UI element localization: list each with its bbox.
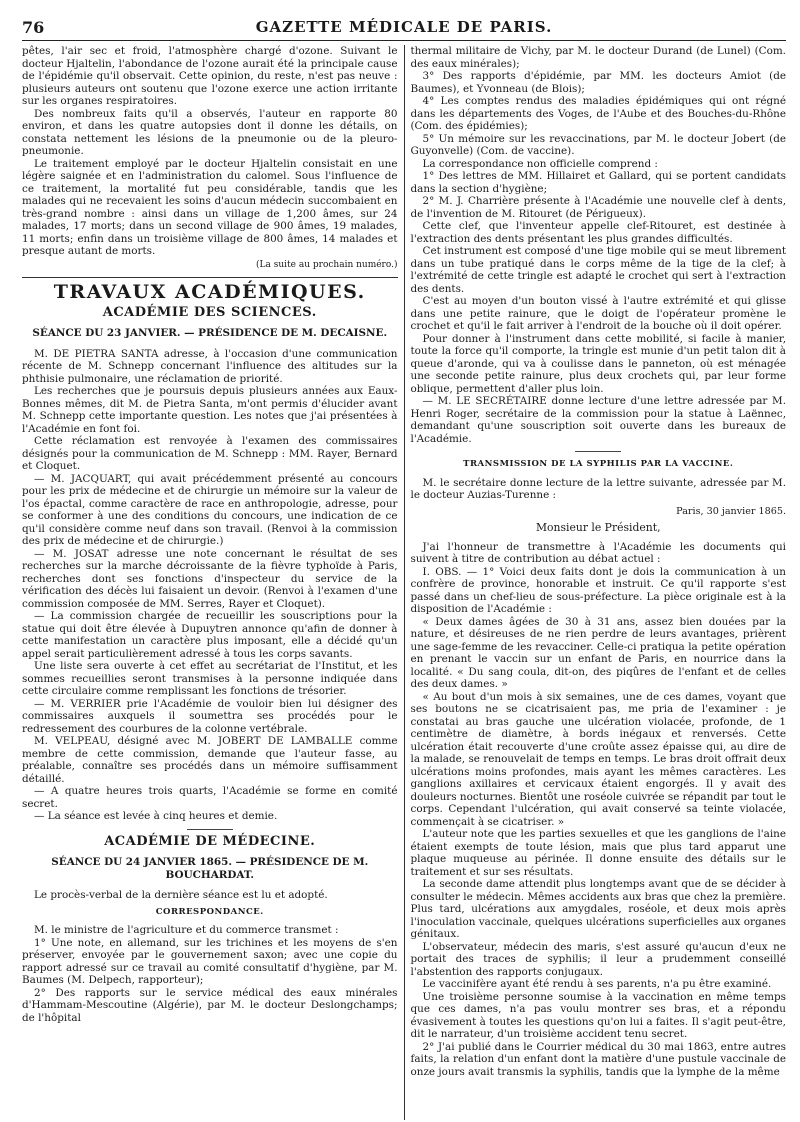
paragraph: M. le ministre de l'agriculture et du commerce transmet :: [34, 924, 339, 936]
columns: [22, 45, 786, 1120]
paragraph: Cet instrument est composé d'une tige mobile qui se meut librement dans un tube pratiqué dans le corps même de la tige de la clef; à l'extrémité de cette tringle est adapté le crochet qui sert à l'extraction des dents.: [410, 245, 786, 295]
paragraph: C'est au moyen d'un bouton vissé à l'autre extrémité et qui glisse dans une petite rainure, que le doigt de l'opérateur promène le crochet et qu'il le fait arriver à l'endroit de la bouche où il doit opérer.: [410, 295, 786, 332]
paragraph: — A quatre heures trois quarts, l'Académie se forme en comité secret.: [22, 785, 398, 810]
paragraph: 2° J'ai publié dans le Courrier médical du 30 mai 1863, entre autres faits, la relation d'un enfant dont la matière d'une pustule vaccinale de onze jours avait transmis la syphilis, tandis que la lymphe de la même: [410, 1040, 786, 1078]
paragraph: Des nombreux faits qu'il a observés, l'auteur en rapporte 80 environ, et dans les quatre autopsies dont il donne les détails, on constata nettement les lésions de la pneumonie ou de la pleuro-pneumonie.: [22, 107, 398, 157]
subsection-heading: CORRESPONDANCE.: [155, 906, 264, 917]
paragraph: 4° Les comptes rendus des maladies épidémiques qui ont régné dans les départements des Voges, de l'Aube et des Bouches-du-Rhône (Com. des épidémies);: [410, 95, 786, 132]
salutation: Monsieur le Président,: [535, 521, 661, 534]
paragraph: pêtes, l'air sec et froid, l'atmosphère chargé d'ozone. Suivant le docteur Hjaltelin, l'abondance de l'ozone aurait été la principale cause de l'épidémie qu'il observait. Cette opinion, du reste, n'est pas neuve : plusieurs auteurs ont soutenu que l'ozone exerce une action irritante sur les organes respiratoires.: [22, 45, 398, 107]
paragraph: Les recherches que je poursuis depuis plusieurs années aux Eaux-Bonnes mêmes, dit M. de Pietra Santa, m'ont permis d'élucider avant M. Schnepp cette importante question. Les notes que j'ai présentées à l'Académie en font foi.: [22, 385, 398, 435]
short-divider: [575, 451, 621, 452]
paragraph: 2° Des rapports sur le service médical des eaux minérales d'Hammam-Mescoutine (Algérie), par M. le docteur Deslongchamps; de l'hôpital: [22, 986, 398, 1024]
paragraph: 2° M. J. Charrière présente à l'Académie une nouvelle clef à dents, de l'invention de M. Ritouret (de Périgueux).: [410, 195, 786, 220]
continued-note: (La suite au prochain numéro.): [256, 259, 398, 270]
paragraph: Cette réclamation est renvoyée à l'examen des commissaires désignés pour la communication de M. Schnepp : MM. Rayer, Bernard et Cloquet.: [22, 435, 398, 472]
left-column: [22, 45, 405, 1120]
session-heading: SÉANCE DU 23 JANVIER. — PRÉSIDENCE DE M. DECAISNE.: [32, 327, 388, 339]
session-heading: SÉANCE DU 24 JANVIER 1865. — PRÉSIDENCE DE M. BOUCHARDAT.: [51, 856, 369, 881]
journal-title: GAZETTE MÉDICALE DE PARIS.: [255, 18, 553, 36]
subsection-heading: TRANSMISSION DE LA SYPHILIS PAR LA VACCINE.: [463, 459, 734, 469]
paragraph: — La commission chargée de recueillir les souscriptions pour la statue qui doit être élevée à Dupuytren annonce qu'afin de donner à cette manifestation un caractère plus imposant, elle a décidé qu'un appel serait particulièrement adressé à tous les corps savants.: [22, 610, 398, 660]
paragraph: — M. JACQUART, qui avait précédemment présenté au concours pour les prix de médecine et de chirurgie un mémoire sur la valeur de l'os épactal, comme caractère de race en anthropologie, adresse, pour se conformer à une des conditions du concours, une indication de ce qu'il considère comme neuf dans son travail. (Renvoi à la commission des prix de médecine et de chirurgie.): [22, 472, 398, 547]
paragraph: J'ai l'honneur de transmettre à l'Académie les documents qui suivent à titre de contribution au débat actuel :: [410, 540, 786, 565]
paragraph: M. DE PIETRA SANTA adresse, à l'occasion d'une communication récente de M. Schnepp concernant l'influence des altitudes sur la phthisie pulmonaire, une réclamation de priorité.: [22, 347, 398, 385]
paragraph: Cette clef, que l'inventeur appelle clef-Ritouret, est destinée à l'extraction des dents présentant les plus grandes difficultés.: [410, 220, 786, 245]
paragraph: — M. JOSAT adresse une note concernant le résultat de ses recherches sur la marche décroissante de la fièvre typhoïde à Paris, recherches dont ses fonctions d'inspecteur du service de la vérification des décès lui faisaient un devoir. (Renvoi à l'examen d'une commission composée de MM. Serres, Rayer et Cloquet).: [22, 547, 398, 610]
paragraph: 3° Des rapports d'épidémie, par MM. les docteurs Amiot (de Baumes), et Yvonneau (de Blois);: [410, 70, 786, 95]
paragraph: Une troisième personne soumise à la vaccination en même temps que ces dames, n'a pas voulu montrer ses bras, et a répondu évasivement à toutes les questions qu'on lui a faites. Il s'agit peut-être, dit le narrateur, d'un troisième accident tenu secret.: [410, 990, 786, 1040]
paragraph: La seconde dame attendit plus longtemps avant que de se décider à consulter le médecin. Mêmes accidents aux bras que chez la première. Plus tard, ulcérations aux amygdales, roséole, et deux mois après l'inoculation vaccinale, quelques ulcérations superficielles aux organes génitaux.: [410, 878, 786, 940]
page-number: 76: [22, 18, 45, 37]
paragraph: 5° Un mémoire sur les revaccinations, par M. le docteur Jobert (de Guyonvelle) (Com. de vaccine).: [410, 132, 786, 157]
paragraph: Une liste sera ouverte à cet effet au secrétariat de l'Institut, et les sommes recueillies seront transmises à la personne indiquée dans cette circulaire comme remplissant les fonctions de trésorier.: [22, 660, 398, 697]
paragraph: thermal militaire de Vichy, par M. le docteur Durand (de Lunel) (Com. des eaux minérales);: [410, 45, 786, 70]
paragraph: Le procès-verbal de la dernière séance est lu et adopté.: [34, 889, 328, 901]
short-divider: [187, 829, 233, 830]
paragraph: Le vaccinifère ayant été rendu à ses parents, n'a pu être examiné.: [422, 978, 772, 990]
section-divider: [22, 277, 398, 278]
paragraph: Le traitement employé par le docteur Hjaltelin consistait en une légère saignée et en l'administration du calomel. Sous l'influence de ce traitement, la mortalité fut peu considérable, tandis que les malades qui ne recevaient les soins d'aucun médecin succombaient en très-grand nombre : ainsi dans un village de 1,200 âmes, sur 24 malades, 17 morts; dans un second village de 900 âmes, 19 malades, 11 morts; enfin dans un troisième village de 800 âmes, 14 malades et presque autant de morts.: [22, 157, 398, 257]
paragraph: « Au bout d'un mois à six semaines, une de ces dames, voyant que ses boutons ne se cicatrisaient pas, me pria de l'examiner : je constatai au bras gauche une ulcération violacée, profonde, de 1 centimètre de diamètre, à bords inégaux et renversés. Cette ulcération était recouverte d'une croûte assez épaisse qui, au dire de la malade, se renouvelait de temps en temps. Le bras droit offrait deux ulcérations moins profondes, mais ayant les mêmes caractères. Les ganglions axillaires et cervicaux étaient engorgés. Il y avait des douleurs nocturnes. Bientôt une roséole cuivrée se répandit par tout le corps. Cependant l'ulcération, qui avait conservé sa teinte violacée, commençait à se cicatriser. »: [410, 690, 786, 828]
academy-heading: ACADÉMIE DES SCIENCES.: [102, 304, 317, 320]
section-title: TRAVAUX ACADÉMIQUES.: [53, 281, 366, 303]
paragraph: 1° Des lettres de MM. Hillairet et Gallard, qui se portent candidats dans la section d'hygiène;: [410, 170, 786, 195]
paragraph: — M. VERRIER prie l'Académie de vouloir bien lui désigner des commissaires auxquels il soumettra ses procédés pour le redressement des courbures de la colonne vertébrale.: [22, 697, 398, 735]
paragraph: — M. LE SECRÉTAIRE donne lecture d'une lettre adressée par M. Henri Roger, secrétaire de la commission pour la statue à Laënnec, demandant qu'une souscription soit ouverte dans les bureaux de l'Académie.: [410, 395, 786, 445]
dateline: Paris, 30 janvier 1865.: [676, 505, 786, 517]
paragraph: L'auteur note que les parties sexuelles et que les ganglions de l'aine étaient exempts de toute lésion, mais que plus tard apparut une plaque muqueuse au périnée. Il donne ensuite des détails sur le traitement et sur ses résultats.: [410, 828, 786, 878]
page-header: [22, 18, 786, 41]
paragraph: 1° Une note, en allemand, sur les trichines et les moyens de s'en préserver, envoyée par le gouvernement saxon; avec une copie du rapport adressé sur ce travail au comité consultatif d'hygiène, par M. Baumes (M. Delpech, rapporteur);: [22, 936, 398, 986]
paragraph: « Deux dames âgées de 30 à 31 ans, assez bien douées par la nature, et désireuses de ne rien perdre de leurs avantages, prièrent une sage-femme de les revacciner. Celle-ci pratiqua la petite opération en prenant le vaccin sur un enfant de Paris, en nourrice dans la localité. « Du sang coula, dit-on, des piqûres de l'enfant et de celles des deux dames. »: [410, 615, 786, 690]
paragraph: L'observateur, médecin des maris, s'est assuré qu'aucun d'eux ne portait des traces de syphilis; il leur a prudemment conseillé l'abstention des rapports conjugaux.: [410, 940, 786, 978]
paragraph: — La séance est levée à cinq heures et demie.: [34, 810, 278, 822]
paragraph: I. OBS. — 1° Voici deux faits dont je dois la communication à un confrère de province, honorable et instruit. Ce qu'il rapporte s'est passé dans un chef-lieu de sous-préfecture. La pièce originale est à la disposition de l'Académie :: [410, 565, 786, 615]
paragraph: La correspondance non officielle comprend :: [422, 157, 658, 170]
paragraph: M. le secrétaire donne lecture de la lettre suivante, adressée par M. le docteur Auzias-Turenne :: [410, 476, 786, 501]
paragraph: Pour donner à l'instrument dans cette mobilité, si facile à manier, toute la force qu'il comporte, la tringle est munie d'un petit talon dit à queue d'aronde, qui va à coulisse dans le panneton, où est ménagée une seconde petite rainure, plus deux crochets qui, par leur forme oblique, permettent d'aller plus loin.: [410, 332, 786, 395]
paragraph: M. VELPEAU, désigné avec M. JOBERT DE LAMBALLE comme membre de cette commission, demande que l'auteur fasse, au préalable, connaître ses procédés dans un mémoire suffisamment détaillé.: [22, 735, 398, 785]
academy-heading: ACADÉMIE DE MÉDECINE.: [104, 833, 316, 849]
right-column: [405, 45, 787, 1120]
